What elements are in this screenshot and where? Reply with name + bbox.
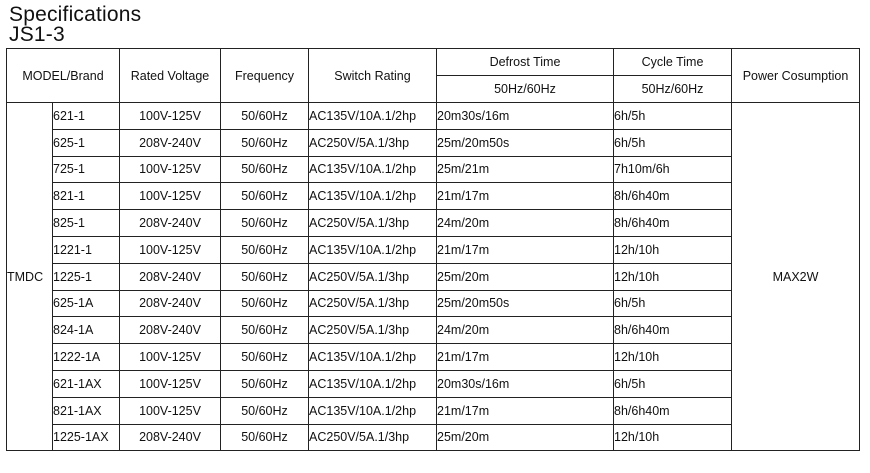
rated-voltage-cell: 100V-125V [120, 183, 221, 210]
power-consumption-cell: MAX2W [732, 103, 860, 451]
switch-rating-cell: AC135V/10A.1/2hp [309, 156, 437, 183]
model-cell: 824-1A [53, 317, 120, 344]
defrost-time-cell: 21m/17m [437, 397, 614, 424]
defrost-time-cell: 25m/20m50s [437, 129, 614, 156]
frequency-cell: 50/60Hz [221, 236, 309, 263]
model-cell: 725-1 [53, 156, 120, 183]
rated-voltage-cell: 100V-125V [120, 103, 221, 130]
switch-rating-cell: AC250V/5A.1/3hp [309, 210, 437, 237]
frequency-cell: 50/60Hz [221, 183, 309, 210]
rated-voltage-cell: 208V-240V [120, 129, 221, 156]
rated-voltage-cell: 100V-125V [120, 370, 221, 397]
defrost-time-cell: 25m/20m50s [437, 290, 614, 317]
frequency-cell: 50/60Hz [221, 370, 309, 397]
page-subtitle: JS1-3 [9, 23, 65, 46]
defrost-time-cell: 24m/20m [437, 317, 614, 344]
switch-rating-cell: AC250V/5A.1/3hp [309, 129, 437, 156]
model-cell: 821-1 [53, 183, 120, 210]
defrost-time-cell: 20m30s/16m [437, 370, 614, 397]
page-heading [9, 5, 141, 45]
switch-rating-cell: AC135V/10A.1/2hp [309, 236, 437, 263]
cycle-time-cell: 6h/5h [614, 290, 732, 317]
defrost-time-cell: 20m30s/16m [437, 103, 614, 130]
defrost-time-cell: 21m/17m [437, 236, 614, 263]
cycle-time-cell: 6h/5h [614, 370, 732, 397]
cycle-time-cell: 12h/10h [614, 263, 732, 290]
switch-rating-cell: AC135V/10A.1/2hp [309, 344, 437, 371]
frequency-cell: 50/60Hz [221, 103, 309, 130]
defrost-time-cell: 25m/21m [437, 156, 614, 183]
cycle-time-cell: 12h/10h [614, 424, 732, 451]
rated-voltage-cell: 208V-240V [120, 263, 221, 290]
table-row [7, 103, 860, 130]
switch-rating-cell: AC250V/5A.1/3hp [309, 424, 437, 451]
cycle-time-cell: 8h/6h40m [614, 317, 732, 344]
header-model-brand: MODEL/Brand [7, 49, 120, 103]
specifications-table [6, 48, 860, 451]
model-cell: 825-1 [53, 210, 120, 237]
rated-voltage-cell: 208V-240V [120, 210, 221, 237]
model-cell: 821-1AX [53, 397, 120, 424]
frequency-cell: 50/60Hz [221, 344, 309, 371]
defrost-time-cell: 21m/17m [437, 183, 614, 210]
rated-voltage-cell: 100V-125V [120, 156, 221, 183]
frequency-cell: 50/60Hz [221, 317, 309, 344]
frequency-cell: 50/60Hz [221, 424, 309, 451]
cycle-time-cell: 7h10m/6h [614, 156, 732, 183]
model-cell: 625-1 [53, 129, 120, 156]
model-cell: 1225-1AX [53, 424, 120, 451]
header-cycle-time: Cycle Time [614, 49, 732, 76]
header-rated-voltage: Rated Voltage [120, 49, 221, 103]
rated-voltage-cell: 208V-240V [120, 424, 221, 451]
cycle-time-cell: 6h/5h [614, 103, 732, 130]
table-header [7, 49, 860, 103]
cycle-time-cell: 8h/6h40m [614, 183, 732, 210]
rated-voltage-cell: 100V-125V [120, 236, 221, 263]
model-cell: 621-1 [53, 103, 120, 130]
frequency-cell: 50/60Hz [221, 156, 309, 183]
header-cycle-frequency: 50Hz/60Hz [614, 76, 732, 103]
switch-rating-cell: AC135V/10A.1/2hp [309, 103, 437, 130]
rated-voltage-cell: 208V-240V [120, 317, 221, 344]
cycle-time-cell: 12h/10h [614, 344, 732, 371]
frequency-cell: 50/60Hz [221, 129, 309, 156]
header-frequency: Frequency [221, 49, 309, 103]
frequency-cell: 50/60Hz [221, 263, 309, 290]
brand-cell: TMDC [7, 103, 53, 451]
model-cell: 621-1AX [53, 370, 120, 397]
model-cell: 1222-1A [53, 344, 120, 371]
header-power-consumption: Power Cosumption [732, 49, 860, 103]
header-defrost-time: Defrost Time [437, 49, 614, 76]
rated-voltage-cell: 100V-125V [120, 344, 221, 371]
header-defrost-frequency: 50Hz/60Hz [437, 76, 614, 103]
defrost-time-cell: 24m/20m [437, 210, 614, 237]
rated-voltage-cell: 100V-125V [120, 397, 221, 424]
model-cell: 625-1A [53, 290, 120, 317]
model-cell: 1221-1 [53, 236, 120, 263]
cycle-time-cell: 6h/5h [614, 129, 732, 156]
defrost-time-cell: 21m/17m [437, 344, 614, 371]
defrost-time-cell: 25m/20m [437, 263, 614, 290]
switch-rating-cell: AC135V/10A.1/2hp [309, 370, 437, 397]
frequency-cell: 50/60Hz [221, 290, 309, 317]
switch-rating-cell: AC250V/5A.1/3hp [309, 263, 437, 290]
header-switch-rating: Switch Rating [309, 49, 437, 103]
rated-voltage-cell: 208V-240V [120, 290, 221, 317]
cycle-time-cell: 8h/6h40m [614, 210, 732, 237]
defrost-time-cell: 25m/20m [437, 424, 614, 451]
switch-rating-cell: AC250V/5A.1/3hp [309, 290, 437, 317]
table-body [7, 103, 860, 451]
switch-rating-cell: AC135V/10A.1/2hp [309, 397, 437, 424]
header-row [7, 49, 860, 76]
switch-rating-cell: AC135V/10A.1/2hp [309, 183, 437, 210]
cycle-time-cell: 8h/6h40m [614, 397, 732, 424]
cycle-time-cell: 12h/10h [614, 236, 732, 263]
page-title: Specifications [9, 3, 142, 26]
model-cell: 1225-1 [53, 263, 120, 290]
frequency-cell: 50/60Hz [221, 397, 309, 424]
frequency-cell: 50/60Hz [221, 210, 309, 237]
switch-rating-cell: AC250V/5A.1/3hp [309, 317, 437, 344]
